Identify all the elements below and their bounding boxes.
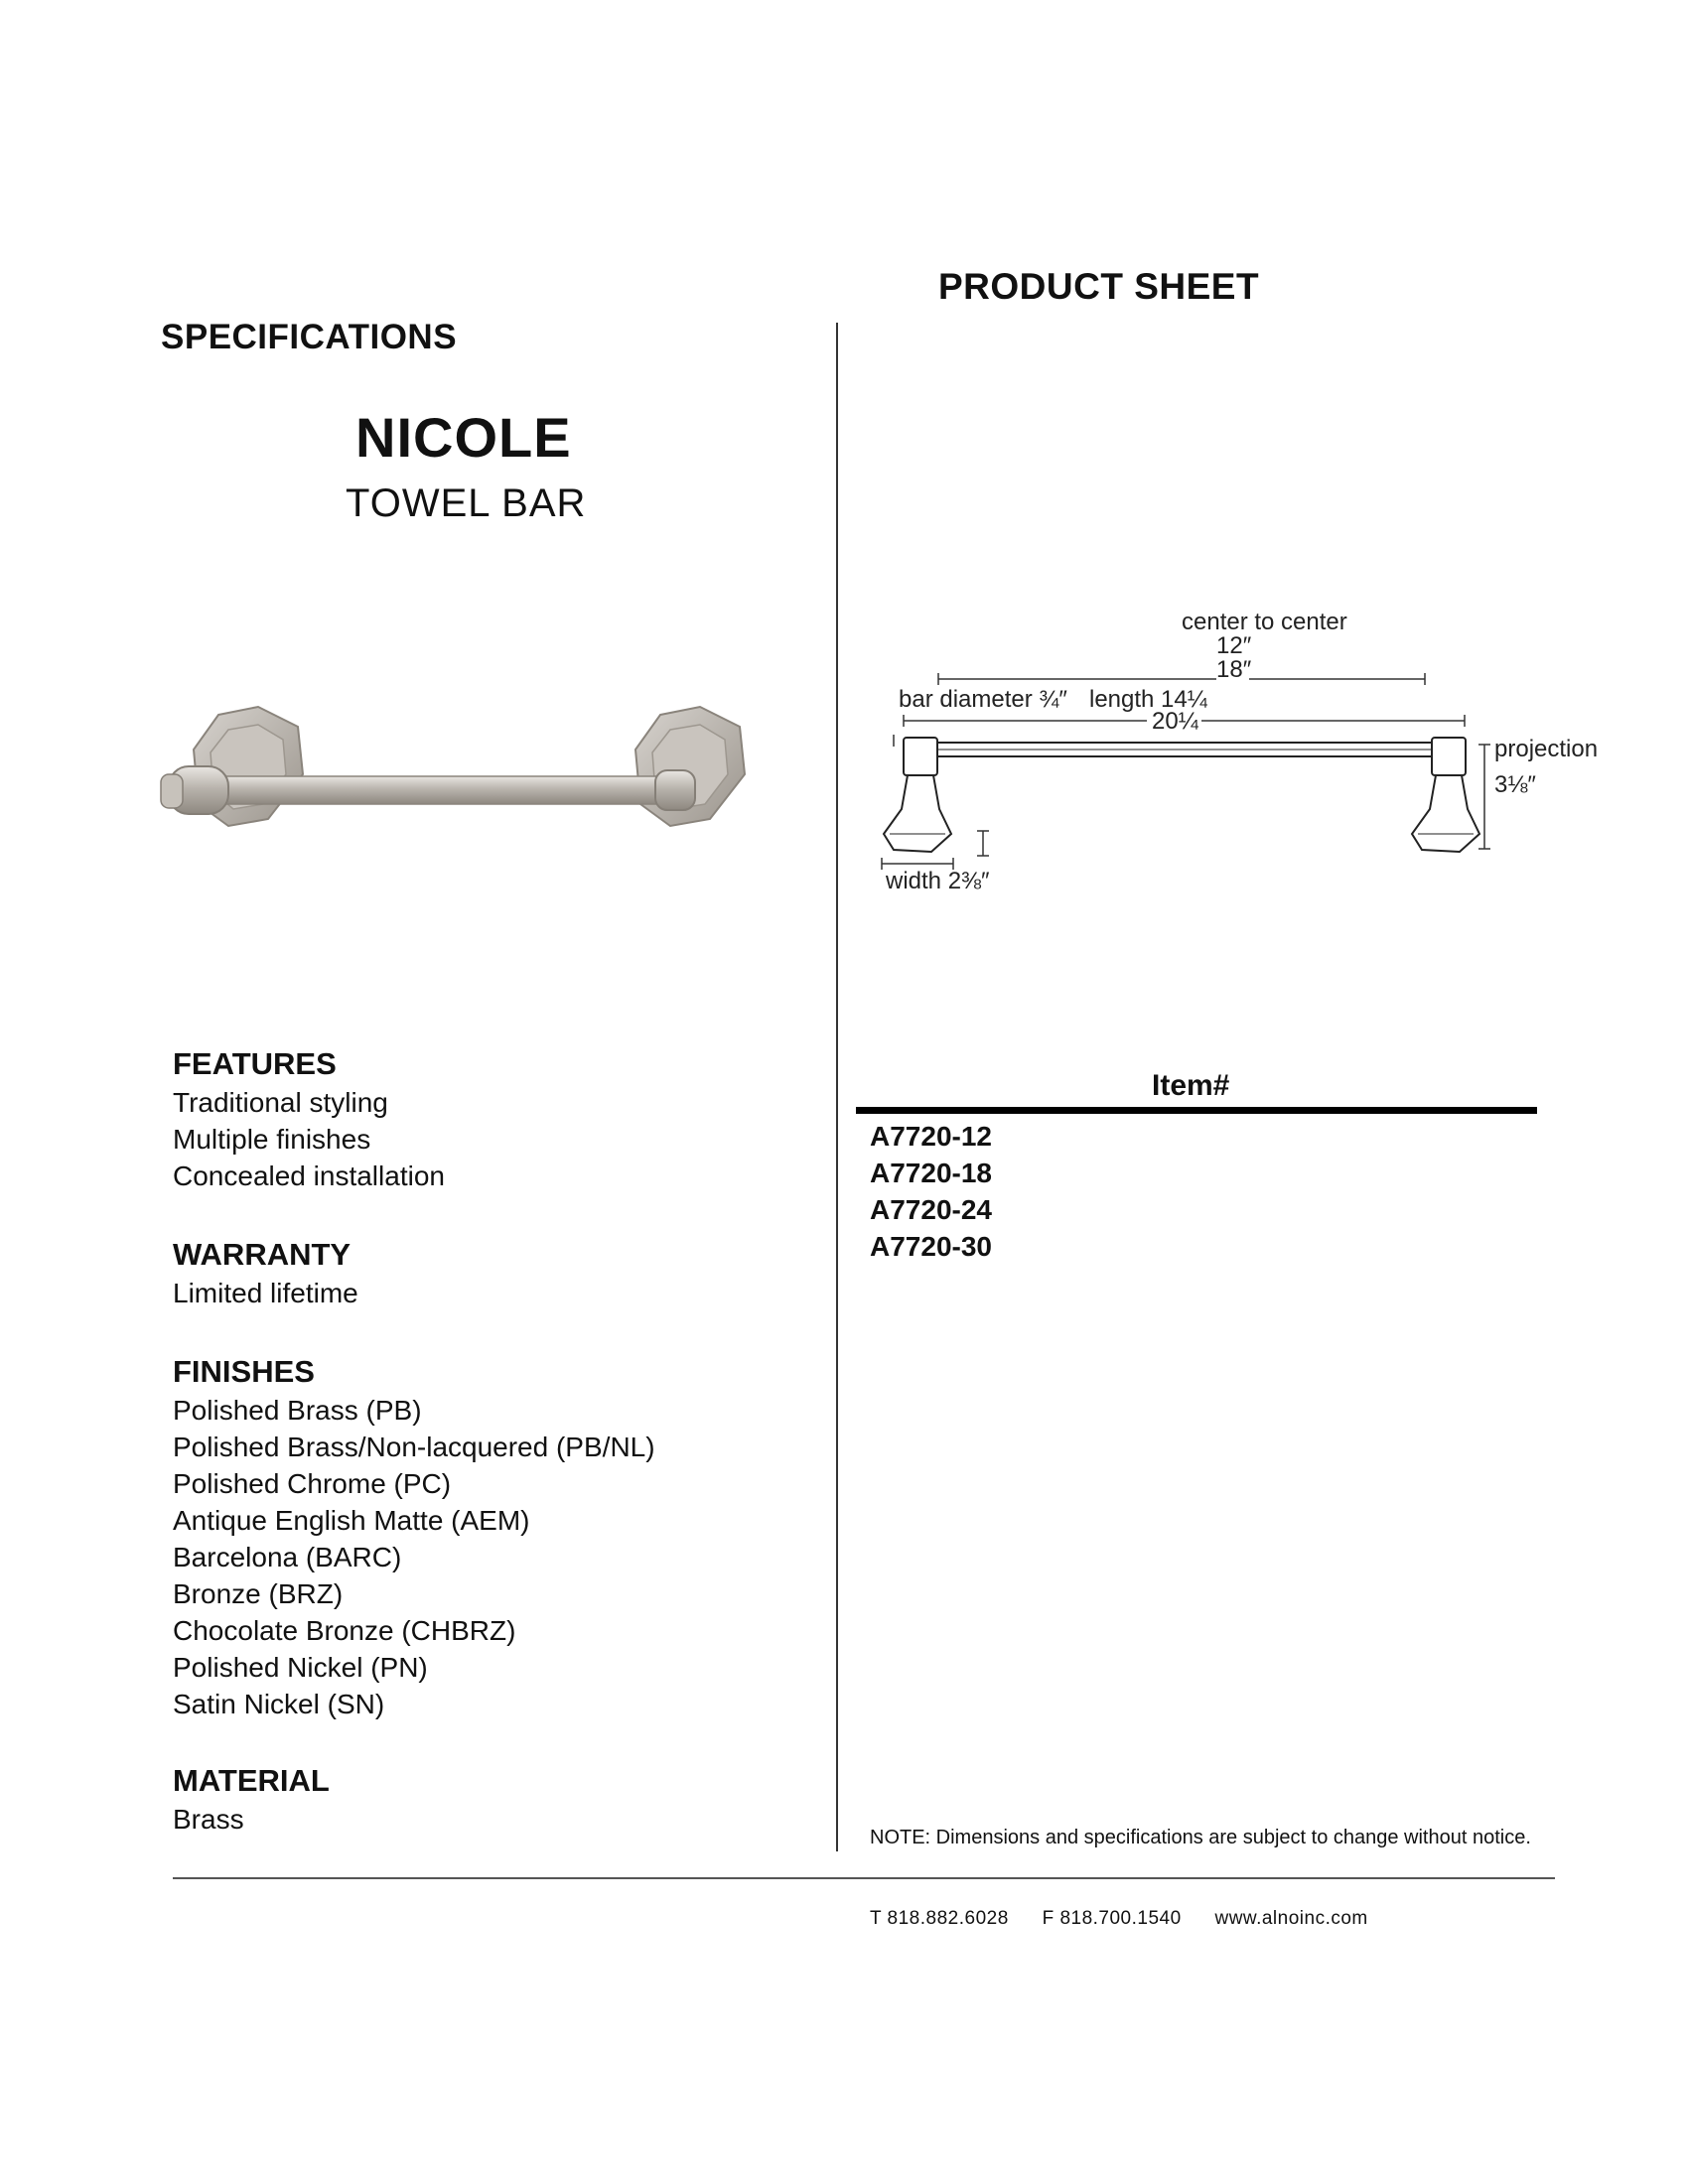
fax-number: F 818.700.1540	[1042, 1908, 1182, 1929]
item-row: A7720-30	[870, 1231, 992, 1262]
finish-item: Barcelona (BARC)	[173, 1542, 402, 1572]
towel-bar-photo	[159, 705, 794, 854]
finishes-section	[173, 1353, 655, 1722]
projection-value: 3⅛″	[1494, 771, 1536, 798]
item-row: A7720-12	[870, 1121, 992, 1152]
item-row: A7720-18	[870, 1158, 992, 1188]
item-header-rule	[856, 1107, 1537, 1114]
disclaimer-note: NOTE: Dimensions and specifications are subject to change without notice.	[870, 1827, 1531, 1848]
item-list	[870, 1118, 992, 1265]
finish-item: Polished Brass (PB)	[173, 1395, 422, 1426]
bar-diameter-label: bar diameter ¾″	[899, 686, 1067, 713]
features-title: FEATURES	[173, 1046, 337, 1081]
features-section	[173, 1045, 445, 1194]
length-label: length 14¼	[1089, 686, 1207, 713]
contact-footer	[870, 1908, 1396, 1930]
feature-item: Traditional styling	[173, 1087, 388, 1118]
warranty-item: Limited lifetime	[173, 1278, 358, 1308]
projection-label: projection	[1494, 736, 1599, 762]
dimension-18: 18″	[1216, 656, 1252, 683]
finish-item: Polished Brass/Non-lacquered (PB/NL)	[173, 1432, 655, 1462]
item-number-header: Item#	[1152, 1069, 1230, 1102]
product-name: NICOLE	[355, 406, 572, 469]
vertical-divider	[836, 323, 838, 1851]
dimension-12: 12″	[1216, 632, 1252, 659]
footer-rule	[173, 1877, 1555, 1879]
finish-item: Satin Nickel (SN)	[173, 1689, 385, 1719]
finish-item: Bronze (BRZ)	[173, 1578, 344, 1609]
finish-item: Polished Nickel (PN)	[173, 1652, 428, 1683]
phone-number: T 818.882.6028	[870, 1908, 1009, 1929]
finishes-title: FINISHES	[173, 1354, 315, 1389]
product-sheet-heading: PRODUCT SHEET	[938, 266, 1260, 307]
center-to-center-label: center to center	[1182, 609, 1347, 635]
towel-bar-rod	[189, 776, 685, 804]
material-section	[173, 1762, 330, 1838]
item-row: A7720-24	[870, 1194, 992, 1225]
specifications-heading: SPECIFICATIONS	[161, 318, 458, 356]
warranty-section	[173, 1236, 358, 1311]
product-type: TOWEL BAR	[346, 481, 587, 525]
finish-item: Antique English Matte (AEM)	[173, 1505, 530, 1536]
finish-item: Polished Chrome (PC)	[173, 1468, 452, 1499]
material-item: Brass	[173, 1804, 244, 1835]
width-label: width 2⅜″	[886, 868, 990, 894]
overall-dimension: 20¼	[1152, 708, 1198, 735]
dimension-diagram	[874, 596, 1609, 913]
website-link[interactable]: www.alnoinc.com	[1214, 1908, 1368, 1929]
warranty-title: WARRANTY	[173, 1237, 352, 1272]
finish-item: Chocolate Bronze (CHBRZ)	[173, 1615, 516, 1646]
feature-item: Multiple finishes	[173, 1124, 371, 1155]
feature-item: Concealed installation	[173, 1160, 445, 1191]
material-title: MATERIAL	[173, 1763, 330, 1798]
